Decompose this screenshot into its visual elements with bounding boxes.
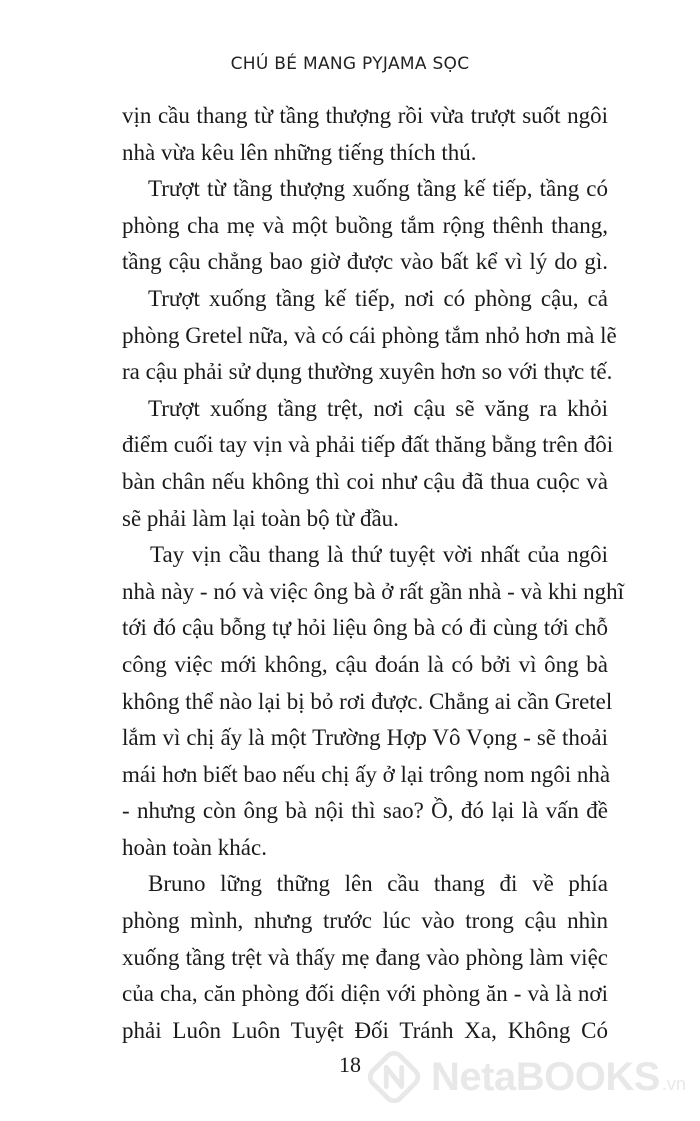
text-line: ra cậu phải sử dụng thường xuyên hơn so với thực tế. (122, 359, 613, 385)
text-line: tầng cậu chẳng bao giờ được vào bất kể vì lý do gì. (122, 249, 608, 275)
text-line: của cha, căn phòng đối diện với phòng ăn - và là nơi (122, 981, 608, 1007)
text-line: điểm cuối tay vịn và phải tiếp đất thăng bằng trên đôi (122, 432, 614, 458)
page-number: 18 (339, 1052, 361, 1077)
text-line: nhà này - nó và việc ông bà ở rất gần nhà - và khi nghĩ (122, 578, 625, 604)
body-text (122, 98, 625, 1049)
text-line: xuống tầng trệt và thấy mẹ đang vào phòng làm việc (122, 944, 608, 970)
text-line: không thể nào lại bị bỏ rơi được. Chẳng ai cần Gretel (122, 688, 613, 714)
watermark (365, 1042, 695, 1112)
text-line: Tay vịn cầu thang là thứ tuyệt vời nhất của ngôi (150, 542, 608, 568)
watermark-suffix: .vn (661, 1073, 686, 1094)
text-line: Trượt xuống tầng kế tiếp, nơi có phòng cậu, cả (148, 285, 608, 311)
text-line: hoàn toàn khác. (122, 834, 267, 860)
text-line: nhà vừa kêu lên những tiếng thích thú. (122, 139, 477, 165)
text-line: phòng cha mẹ và một buồng tắm rộng thênh thang, (122, 212, 608, 238)
text-line: phải Luôn Luôn Tuyệt Đối Tránh Xa, Không Có (122, 1017, 608, 1043)
text-line: sẽ phải làm lại toàn bộ từ đầu. (122, 505, 399, 531)
text-line: lắm vì chị ấy là một Trường Hợp Vô Vọng - sẽ thoải (122, 725, 608, 751)
text-line: Trượt xuống tầng trệt, nơi cậu sẽ văng ra khỏi (148, 395, 608, 421)
watermark-text: NetaBOOKS (431, 1054, 660, 1099)
text-line: bàn chân nếu không thì coi như cậu đã thua cuộc và (122, 468, 608, 494)
text-line: - nhưng còn ông bà nội thì sao? Ồ, đó lại là vấn đề (122, 798, 608, 824)
netabooks-logo-icon (365, 1048, 423, 1106)
text-line: Trượt từ tầng thượng xuống tầng kế tiếp, tầng có (148, 176, 608, 202)
text-line: Bruno lững thững lên cầu thang đi về phía (148, 871, 608, 897)
text-line: tới đó cậu bỗng tự hỏi liệu ông bà có đi cùng tới chỗ (122, 615, 608, 641)
text-line: phòng Gretel nữa, và có cái phòng tắm nhỏ hơn mà lẽ (122, 322, 617, 348)
text-line: vịn cầu thang từ tầng thượng rồi vừa trượt suốt ngôi (122, 103, 608, 128)
text-line: phòng mình, nhưng trước lúc vào trong cậu nhìn (122, 908, 608, 934)
text-line: công việc mới không, cậu đoán là có bởi vì ông bà (122, 651, 608, 677)
running-header: CHÚ BÉ MANG PYJAMA SỌC (230, 54, 470, 74)
text-line: mái hơn biết bao nếu chị ấy ở lại trông nom ngôi nhà (122, 761, 611, 787)
